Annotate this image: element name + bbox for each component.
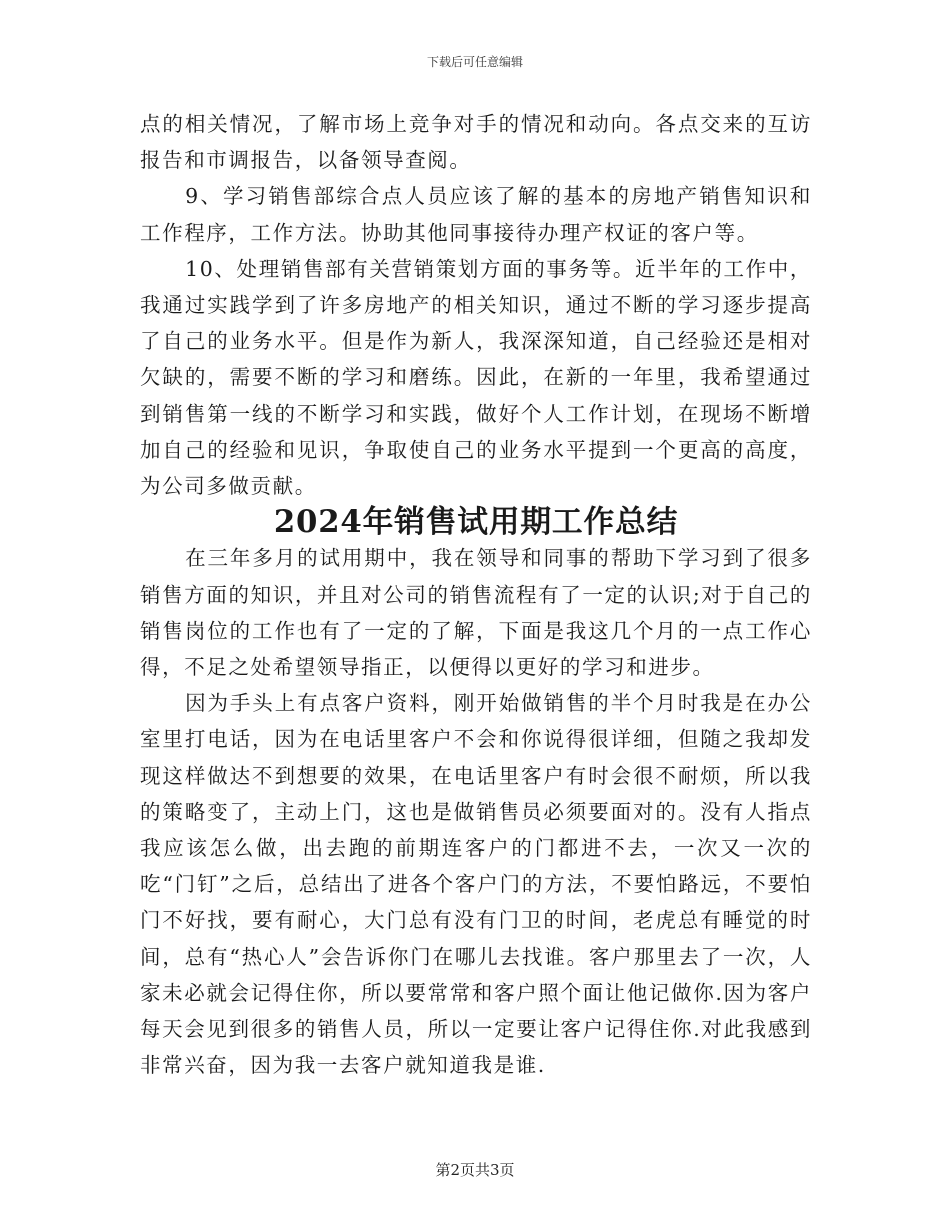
section-paragraph-experience: 因为手头上有点客户资料，刚开始做销售的半个月时我是在办公室里打电话，因为在电话里客户不会和你说得很详细，但随之我却发现这样做达不到想要的效果，在电话里客户有时会很不耐烦，所以我的策略变了，主动上门，这也是做销售员必须要面对的。没有人指点我应该怎么做，出去跑的前期连客户的门都进不去，一次又一次的吃“门钉”之后，总结出了进各个客户门的方法，不要怕路远，不要怕门不好找，要有耐心，大门总有没有门卫的时间，老虎总有睡觉的时间，总有“热心人”会告诉你门在哪儿去找谁。客户那里去了一次，人家未必就会记得住你，所以要常常和客户照个面让他记做你.因为客户每天会见到很多的销售人员，所以一定要让客户记得住你.对此我感到非常兴奋，因为我一去客户就知道我是谁. [140,691,812,1078]
page-footer: 第2页共3页 [435,1161,515,1179]
section-paragraph-intro: 在三年多月的试用期中，我在领导和同事的帮助下学习到了很多销售方面的知识，并且对公司的销售流程有了一定的认识;对于自己的销售岗位的工作也有了一定的了解，下面是我这几个月的一点工作心得，不足之处希望领导指正，以便得以更好的学习和进步。 [140,546,812,680]
page-header: 下载后可任意编辑 [426,55,523,69]
paragraph-item-9: 9、学习销售部综合点人员应该了解的基本的房地产销售知识和工作程序，工作方法。协助其他同事接待办理产权证的客户等。 [140,184,812,245]
paragraph-continuation: 点的相关情况，了解市场上竞争对手的情况和动向。各点交来的互访报告和市调报告，以备领导查阅。 [140,112,812,173]
paragraph-item-10: 10、处理销售部有关营销策划方面的事务等。近半年的工作中，我通过实践学到了许多房地产的相关知识，通过不断的学习逐步提高了自己的业务水平。但是作为新人，我深深知道，自己经验还是相对欠缺的，需要不断的学习和磨练。因此，在新的一年里，我希望通过到销售第一线的不断学习和实践，做好个人工作计划，在现场不断增加自己的经验和见识，争取使自己的业务水平提到一个更高的高度，为公司多做贡献。 [140,256,812,499]
document-body [140,106,812,1083]
section-title: 2024年销售试用期工作总结 [273,504,679,541]
